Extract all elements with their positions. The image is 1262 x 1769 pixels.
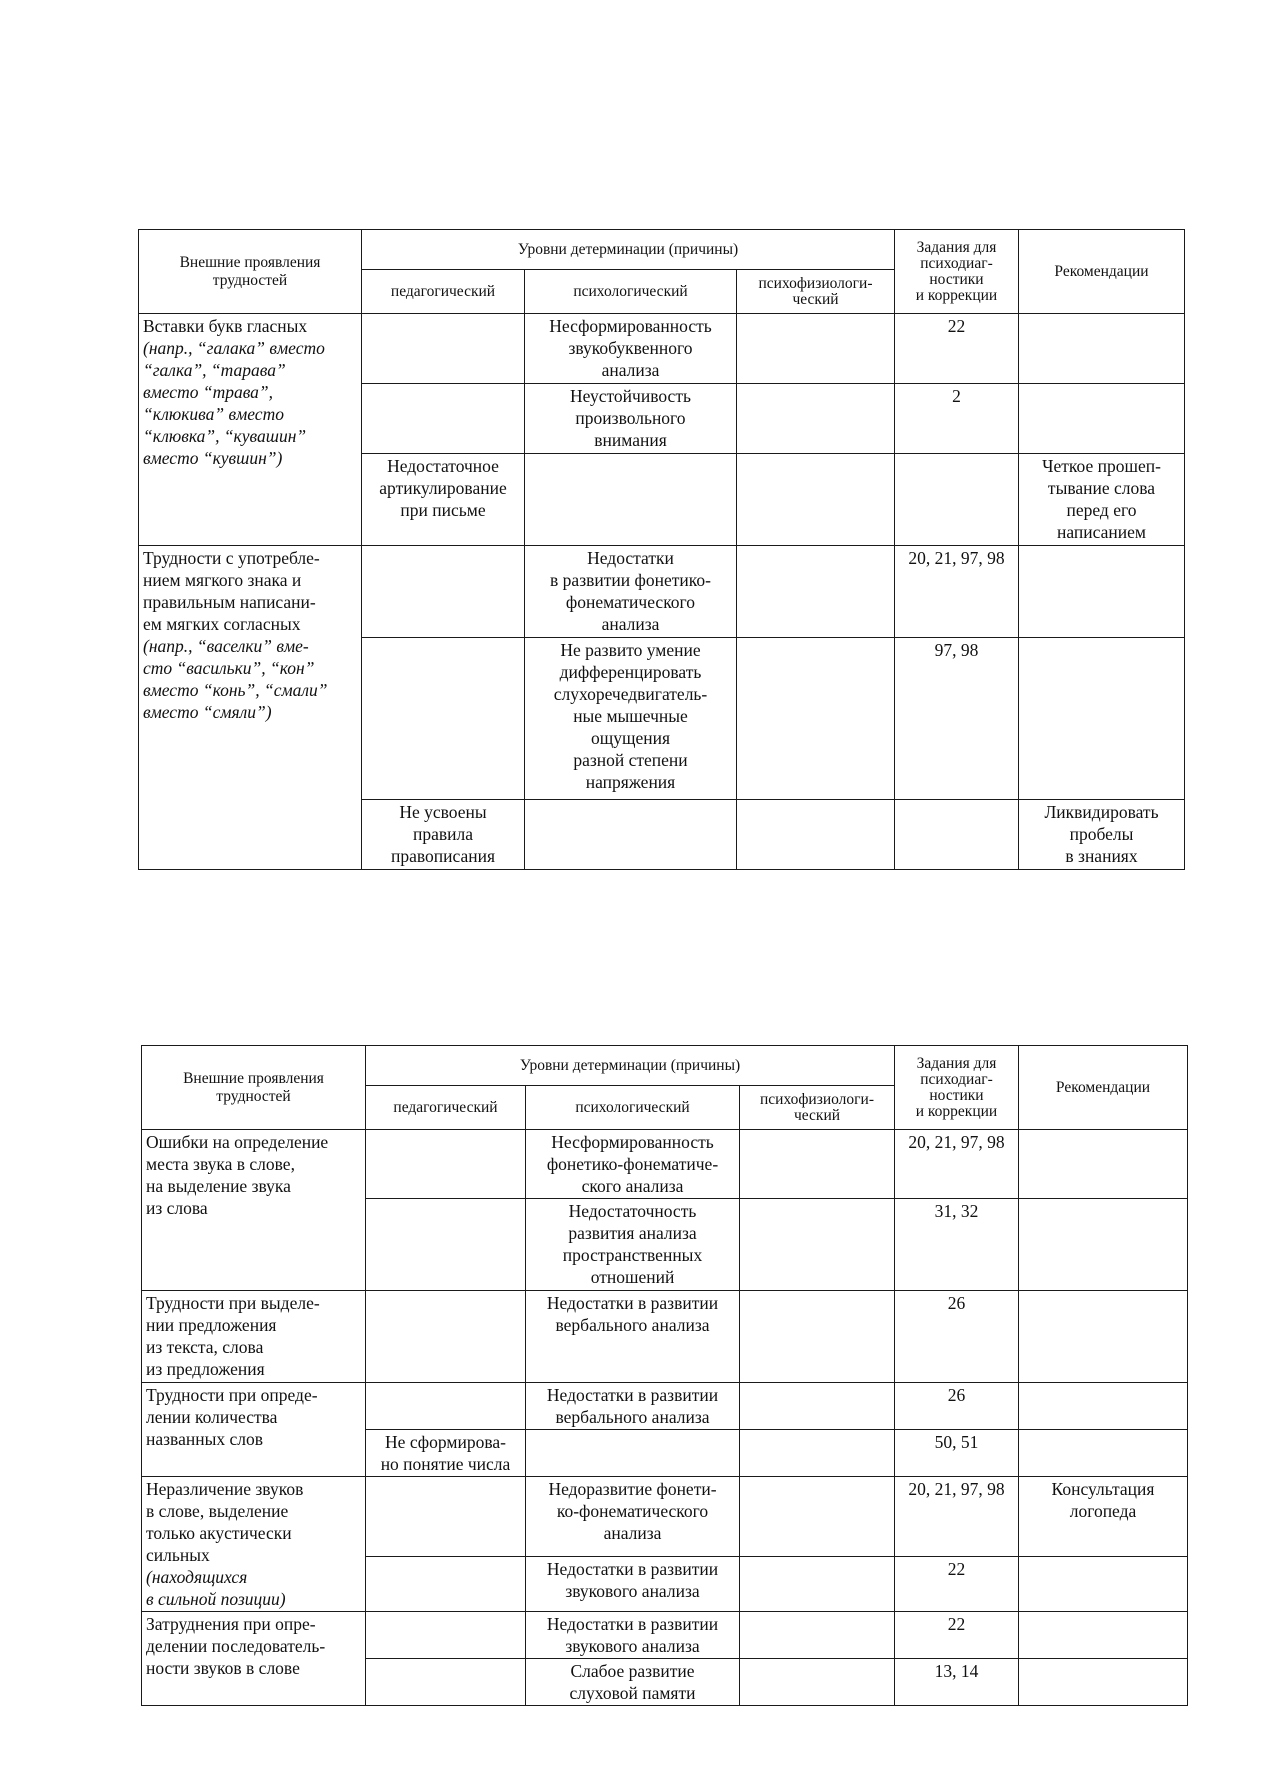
table-row <box>142 1291 1188 1383</box>
psychological-cell: Несформированность звукобуквенного анализа <box>525 314 737 384</box>
header-levels: Уровни детерминации (причины) <box>362 230 895 270</box>
header-manifestations: Внешние проявления трудностей <box>139 230 362 314</box>
recommendation-cell <box>1019 384 1185 454</box>
recommendation-cell <box>1019 1557 1188 1612</box>
psychological-cell <box>525 800 737 870</box>
table-1 <box>138 229 1185 870</box>
pedagogical-cell <box>366 1199 526 1291</box>
header-tasks: Задания для психодиаг- ностики и коррекции <box>895 230 1019 314</box>
tasks-cell: 20, 21, 97, 98 <box>895 1130 1019 1199</box>
psychophysiological-cell <box>740 1612 895 1659</box>
psychophysiological-cell <box>740 1659 895 1706</box>
pedagogical-cell <box>362 384 525 454</box>
tasks-cell: 22 <box>895 314 1019 384</box>
tasks-cell: 20, 21, 97, 98 <box>895 546 1019 638</box>
psychological-cell: Неустойчивость произвольного внимания <box>525 384 737 454</box>
manifestation-cell: Неразличение звуков в слове, выделение только акустически сильных (находящихся в сильной позиции) <box>142 1477 366 1612</box>
recommendation-cell: Четкое прошеп- тывание слова перед его написанием <box>1019 454 1185 546</box>
psychophysiological-cell <box>737 314 895 384</box>
pedagogical-cell <box>362 314 525 384</box>
tasks-cell: 97, 98 <box>895 638 1019 800</box>
pedagogical-cell <box>366 1659 526 1706</box>
tasks-cell: 26 <box>895 1291 1019 1383</box>
psychological-cell: Слабое развитие слуховой памяти <box>526 1659 740 1706</box>
manifestation-cell: Вставки букв гласных (напр., “галака” вместо “галка”, “тарава” вместо “трава”, “клюкива” вместо “клювка”, “кувашин” вместо “кувшин”) <box>139 314 362 546</box>
table-row <box>142 1383 1188 1430</box>
header-tasks: Задания для психодиаг- ностики и коррекции <box>895 1046 1019 1130</box>
manifestation-cell: Ошибки на определение места звука в слове, на выделение звука из слова <box>142 1130 366 1291</box>
psychological-cell <box>525 454 737 546</box>
header-recommendations: Рекомендации <box>1019 230 1185 314</box>
tasks-cell: 50, 51 <box>895 1430 1019 1477</box>
tasks-cell: 20, 21, 97, 98 <box>895 1477 1019 1557</box>
recommendation-cell: Ликвидировать пробелы в знаниях <box>1019 800 1185 870</box>
psychophysiological-cell <box>740 1477 895 1557</box>
recommendation-cell <box>1019 546 1185 638</box>
pedagogical-cell: Не усвоены правила правописания <box>362 800 525 870</box>
recommendation-cell <box>1019 638 1185 800</box>
tasks-cell: 13, 14 <box>895 1659 1019 1706</box>
psychophysiological-cell <box>737 546 895 638</box>
psychophysiological-cell <box>737 454 895 546</box>
psychophysiological-cell <box>740 1383 895 1430</box>
pedagogical-cell <box>362 638 525 800</box>
table-row <box>139 314 1185 384</box>
psychophysiological-cell <box>740 1291 895 1383</box>
tasks-cell <box>895 800 1019 870</box>
tasks-cell: 2 <box>895 384 1019 454</box>
tasks-cell: 22 <box>895 1557 1019 1612</box>
table-row <box>142 1477 1188 1557</box>
psychological-cell: Недостатки в развитии фонетико- фонематического анализа <box>525 546 737 638</box>
header-recommendations: Рекомендации <box>1019 1046 1188 1130</box>
manifestation-cell: Трудности с употребле- нием мягкого знака и правильным написани- ем мягких согласных (напр., “васелки” вме- сто “васильки”, “кон” вместо “конь”, “смали” вместо “смяли”) <box>139 546 362 870</box>
pedagogical-cell <box>366 1612 526 1659</box>
table-row <box>139 546 1185 638</box>
manifestation-cell: Затруднения при опре- делении последователь- ности звуков в слове <box>142 1612 366 1706</box>
pedagogical-cell <box>366 1557 526 1612</box>
header-psychophysiological: психофизиологи- ческий <box>740 1086 895 1130</box>
table-2 <box>141 1045 1188 1706</box>
psychophysiological-cell <box>740 1430 895 1477</box>
recommendation-cell <box>1019 1430 1188 1477</box>
header-pedagogical: педагогический <box>366 1086 526 1130</box>
recommendation-cell <box>1019 1199 1188 1291</box>
psychological-cell <box>526 1430 740 1477</box>
psychological-cell: Недостатки в развитии звукового анализа <box>526 1557 740 1612</box>
recommendation-cell <box>1019 314 1185 384</box>
psychological-cell: Недоразвитие фонети- ко-фонематического анализа <box>526 1477 740 1557</box>
header-levels: Уровни детерминации (причины) <box>366 1046 895 1086</box>
psychophysiological-cell <box>737 638 895 800</box>
tasks-cell: 31, 32 <box>895 1199 1019 1291</box>
tasks-cell: 26 <box>895 1383 1019 1430</box>
pedagogical-cell: Не сформирова- но понятие числа <box>366 1430 526 1477</box>
header-manifestations: Внешние проявления трудностей <box>142 1046 366 1130</box>
pedagogical-cell <box>366 1383 526 1430</box>
table-row <box>142 1130 1188 1199</box>
manifestation-cell: Трудности при опреде- лении количества названных слов <box>142 1383 366 1477</box>
pedagogical-cell <box>366 1477 526 1557</box>
pedagogical-cell <box>366 1130 526 1199</box>
pedagogical-cell <box>366 1291 526 1383</box>
psychological-cell: Не развито умение дифференцировать слухоречедвигатель- ные мышечные ощущения разной степени напряжения <box>525 638 737 800</box>
pedagogical-cell: Недостаточное артикулирование при письме <box>362 454 525 546</box>
table-row <box>142 1612 1188 1659</box>
tasks-cell <box>895 454 1019 546</box>
psychological-cell: Недостатки в развитии вербального анализа <box>526 1291 740 1383</box>
pedagogical-cell <box>362 546 525 638</box>
recommendation-cell <box>1019 1130 1188 1199</box>
psychophysiological-cell <box>737 800 895 870</box>
recommendation-cell <box>1019 1612 1188 1659</box>
psychophysiological-cell <box>740 1199 895 1291</box>
header-psychophysiological: психофизиологи- ческий <box>737 270 895 314</box>
recommendation-cell: Консультация логопеда <box>1019 1477 1188 1557</box>
header-psychological: психологический <box>526 1086 740 1130</box>
psychological-cell: Недостаточность развития анализа пространственных отношений <box>526 1199 740 1291</box>
psychophysiological-cell <box>740 1557 895 1612</box>
recommendation-cell <box>1019 1383 1188 1430</box>
recommendation-cell <box>1019 1659 1188 1706</box>
psychological-cell: Несформированность фонетико-фонематиче- ского анализа <box>526 1130 740 1199</box>
psychological-cell: Недостатки в развитии вербального анализа <box>526 1383 740 1430</box>
manifestation-cell: Трудности при выделе- нии предложения из текста, слова из предложения <box>142 1291 366 1383</box>
header-pedagogical: педагогический <box>362 270 525 314</box>
header-psychological: психологический <box>525 270 737 314</box>
psychophysiological-cell <box>740 1130 895 1199</box>
recommendation-cell <box>1019 1291 1188 1383</box>
psychophysiological-cell <box>737 384 895 454</box>
tasks-cell: 22 <box>895 1612 1019 1659</box>
psychological-cell: Недостатки в развитии звукового анализа <box>526 1612 740 1659</box>
